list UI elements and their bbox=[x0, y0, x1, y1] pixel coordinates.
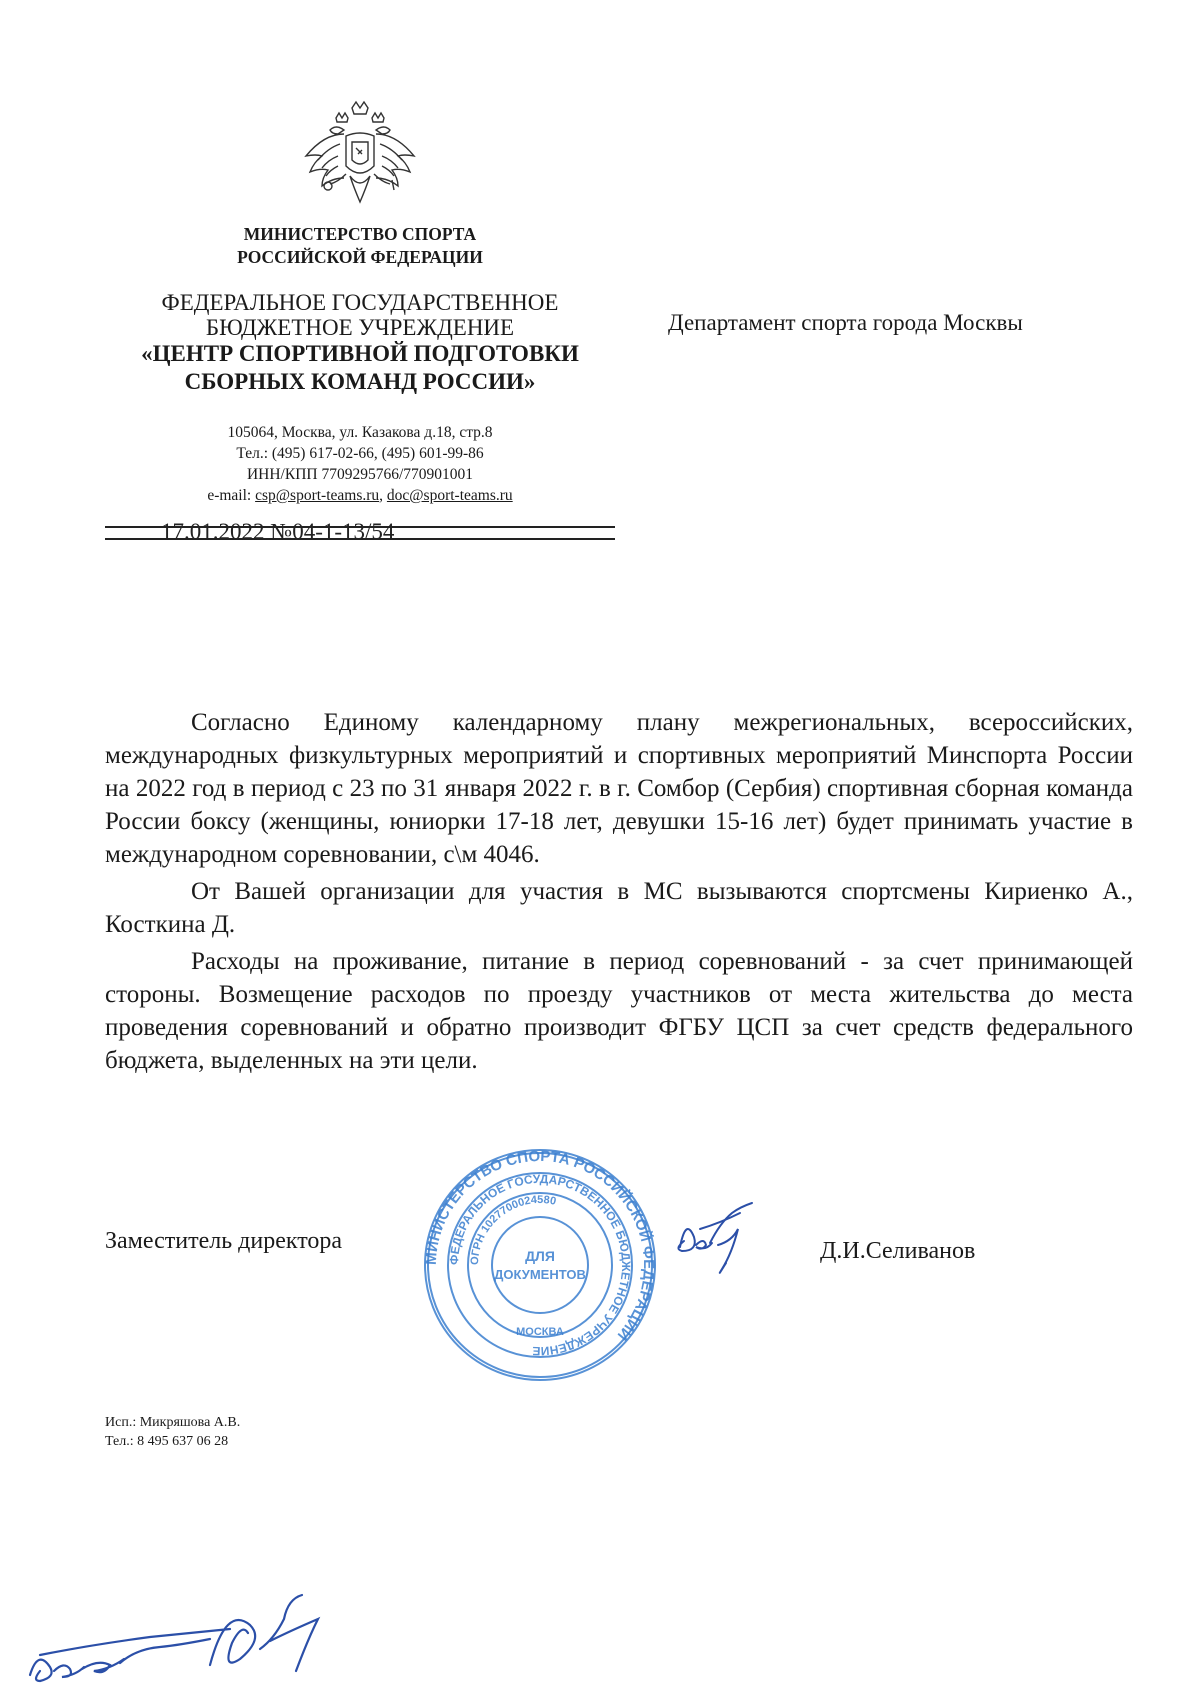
email-prefix: e-mail: bbox=[207, 487, 256, 504]
stamp-inner-text: ОГРН 1027700024580 bbox=[468, 1193, 558, 1266]
handwritten-signature bbox=[670, 1195, 765, 1280]
stamp-center-line-1: ДЛЯ bbox=[525, 1248, 555, 1264]
registration-number: 17.01.2022 №04-1-13/54 bbox=[161, 519, 395, 544]
registration-line bbox=[105, 518, 615, 542]
stamp-outer-text: МИНИСТЕРСТВО СПОРТА РОССИЙСКОЙ ФЕДЕРАЦИИ bbox=[422, 1147, 658, 1344]
institution-heading bbox=[100, 290, 620, 396]
body-paragraph-1: Согласно Единому календарному плану межрегиональных, всероссийских, международных физкультурных мероприятий и спортивных мероприятий Минспорта России на 2022 год в период с 23 по 31 января 2022 г. в г. Сомбор (Сербия) спортивная сборная команда России боксу (женщины, юниорки 17-18 лет, девушки 15-16 лет) будет принимать участие в международном соревновании, с\м 4046. bbox=[105, 709, 1133, 868]
email-link-1[interactable]: csp@sport-teams.ru bbox=[255, 487, 380, 504]
letter-body bbox=[105, 706, 1133, 1077]
stamp-middle-text: ФЕДЕРАЛЬНОЕ ГОСУДАРСТВЕННОЕ БЮДЖЕТНОЕ УЧРЕЖДЕНИЕ bbox=[446, 1171, 634, 1359]
ministry-line-2: РОССИЙСКОЙ ФЕДЕРАЦИИ bbox=[237, 247, 483, 267]
executor-block bbox=[105, 1413, 240, 1451]
executor-phone: Тел.: 8 495 637 06 28 bbox=[105, 1434, 229, 1449]
contact-block bbox=[130, 422, 590, 506]
address-line: 105064, Москва, ул. Казакова д.18, стр.8 bbox=[227, 424, 493, 441]
ministry-heading bbox=[160, 223, 560, 269]
stamp-city: МОСКВА bbox=[516, 1326, 564, 1338]
executor-name: Исп.: Микряшова А.В. bbox=[105, 1415, 241, 1430]
bottom-handwritten-signature bbox=[20, 1585, 350, 1695]
recipient: Департамент спорта города Москвы bbox=[668, 310, 1023, 335]
ministry-line-1: МИНИСТЕРСТВО СПОРТА bbox=[243, 224, 477, 244]
phone-line: Тел.: (495) 617-02-66, (495) 601-99-86 bbox=[236, 445, 484, 462]
email-line bbox=[130, 485, 590, 506]
inn-line: ИНН/КПП 7709295766/770901001 bbox=[246, 466, 474, 483]
official-stamp bbox=[420, 1145, 660, 1385]
email-separator: , bbox=[379, 487, 387, 504]
stamp-center-line-2: ДОКУМЕНТОВ bbox=[494, 1267, 586, 1282]
institution-line-3: «ЦЕНТР СПОРТИВНОЙ ПОДГОТОВКИ bbox=[141, 341, 579, 366]
institution-line-4: СБОРНЫХ КОМАНД РОССИИ» bbox=[184, 369, 536, 394]
body-paragraph-3: Расходы на проживание, питание в период соревнований - за счет принимающей стороны. Возмещение расходов по проезду участников от места жительства до места проведения соревнований и обратно производит ФГБУ ЦСП за счет средств федерального бюджета, выделенных на эти цели. bbox=[105, 948, 1133, 1074]
coat-of-arms-emblem bbox=[300, 100, 420, 215]
institution-line-2: БЮДЖЕТНОЕ УЧРЕЖДЕНИЕ bbox=[205, 315, 515, 340]
signatory-name: Д.И.Селиванов bbox=[820, 1238, 976, 1264]
email-link-2[interactable]: doc@sport-teams.ru bbox=[386, 487, 513, 504]
institution-line-1: ФЕДЕРАЛЬНОЕ ГОСУДАРСТВЕННОЕ bbox=[161, 290, 559, 315]
body-paragraph-2: От Вашей организации для участия в МС вызываются спортсмены Кириенко А., Косткина Д. bbox=[105, 878, 1133, 938]
signatory-title: Заместитель директора bbox=[105, 1228, 343, 1254]
